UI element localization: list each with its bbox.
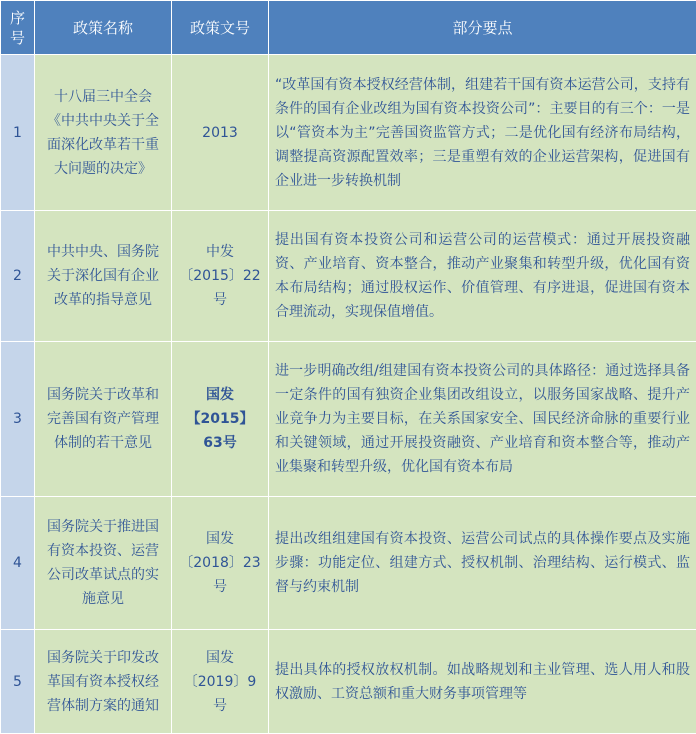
header-row [1, 1, 696, 55]
table-row [1, 630, 696, 734]
header-doc: 政策文号 [172, 1, 269, 55]
row-policy-name: 国务院关于推进国有资本投资、运营公司改革试点的实施意见 [35, 497, 172, 630]
row-policy-points: “改革国有资本授权经营体制，组建若干国有资本运营公司，支持有条件的国有企业改组为国有资本投资公司”：主要目的有三个：一是以“管资本为主”完善国资监管方式；二是优化国有经济布局结构，调整提高资源配置效率；三是重塑有效的企业运营架构，促进国有企业进一步转换机制 [269, 55, 696, 211]
row-policy-doc: 2013 [172, 55, 269, 211]
row-policy-doc: 国发〔2019〕9号 [172, 630, 269, 734]
header-seq: 序号 [1, 1, 35, 55]
row-seq: 1 [1, 55, 35, 211]
row-policy-name: 国务院关于改革和完善国有资产管理体制的若干意见 [35, 342, 172, 497]
row-policy-name: 中共中央、国务院关于深化国有企业改革的指导意见 [35, 211, 172, 342]
row-policy-name: 十八届三中全会《中共中央关于全面深化改革若干重大问题的决定》 [35, 55, 172, 211]
row-seq: 4 [1, 497, 35, 630]
row-policy-points: 提出改组组建国有资本投资、运营公司试点的具体操作要点及实施步骤：功能定位、组建方式、授权机制、治理结构、运行模式、监督与约束机制 [269, 497, 696, 630]
row-seq: 2 [1, 211, 35, 342]
row-policy-points: 提出具体的授权放权机制。如战略规划和主业管理、选人用人和股权激励、工资总额和重大财务事项管理等 [269, 630, 696, 734]
table-row [1, 497, 696, 630]
table-row [1, 342, 696, 497]
row-policy-points: 进一步明确改组/组建国有资本投资公司的具体路径：通过选择具备一定条件的国有独资企业集团改组设立，以服务国家战略、提升产业竞争力为主要目标，在关系国家安全、国民经济命脉的重要行业和关键领域，通过开展投资融资、产业培育和资本整合等，推动产业集聚和转型升级，优化国有资本布局 [269, 342, 696, 497]
row-policy-doc: 中发〔2015〕22号 [172, 211, 269, 342]
table-row [1, 211, 696, 342]
row-policy-name: 国务院关于印发改革国有资本授权经营体制方案的通知 [35, 630, 172, 734]
header-name: 政策名称 [35, 1, 172, 55]
row-policy-doc: 国发【2015】63号 [172, 342, 269, 497]
row-seq: 3 [1, 342, 35, 497]
row-policy-doc: 国发〔2018〕23号 [172, 497, 269, 630]
table-row [1, 55, 696, 211]
row-policy-points: 提出国有资本投资公司和运营公司的运营模式：通过开展投资融资、产业培育、资本整合，推动产业聚集和转型升级，优化国有资本布局结构；通过股权运作、价值管理、有序进退，促进国有资本合理流动，实现保值增值。 [269, 211, 696, 342]
row-seq: 5 [1, 630, 35, 734]
header-points: 部分要点 [269, 1, 696, 55]
